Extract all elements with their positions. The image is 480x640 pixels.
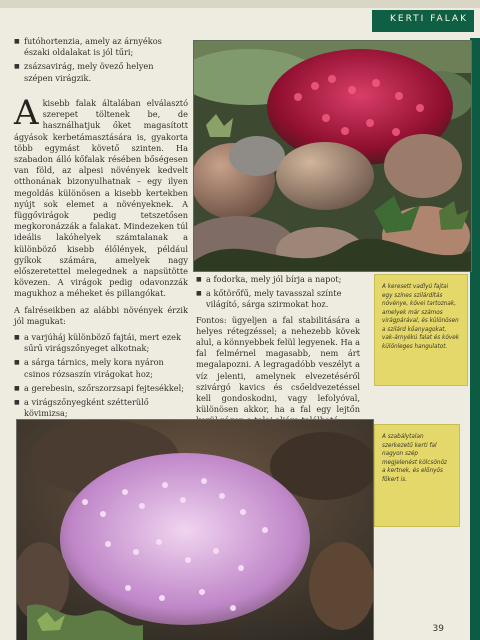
top-bullet-2: ■ zsázsavirág, mely övező helyen szépen virágzik. — [14, 61, 179, 83]
paragraph-2: A falréseikben az alábbi növények érzik jól magukat: — [14, 304, 188, 326]
top-bullet-1: ■ futóhortenzia, amely az árnyékos északi oldalakat is jól tűri; — [14, 36, 179, 58]
top-bullet-list — [14, 36, 179, 87]
right-paragraph: Fontos: ügyeljen a fal stabilitására a helyes rétegzéssel; a nehezebb kövek alul, a könnyebbek felül legyenek. Ha a fal felmérnel magasabb, nem árt megalapozni. A legragadóbb veszélyt a víz jelenti, amelynek elvezetéséről szivárgó kavics és csőeldvezetéssel kell gondoskodni, vagy lefolyóval, különösen akkor, ha a fal egy lejtőn — [196, 314, 360, 415]
paragraph-1 — [14, 93, 188, 300]
flower-wall-photo-image — [17, 420, 373, 640]
plant-list-item: ■ a sárga tárnics, mely kora nyáron csinos rózsaszín virágokat hoz; — [14, 357, 188, 379]
flower-wall-photo — [16, 419, 374, 640]
right-body-copy — [196, 274, 360, 427]
paragraph-1-text: kisebb falak általában elválasztó szerepet töltenek be, de használhatjuk őket magasított ágyások kerbetámasztására is, gyakorta több egymást követő szinten. Ha szabadon álló kőfalak résében bőségesen van föld, az alpesi növények kedvelt otthonának bizonyulhatnak – egy ilyen megoldás különösen a kisebb kertekben nyújt sok elemet a növényeknek. A függővirágok pedig tetszetősen megkoronázzák a falakat. Mindezeken túl ideális lakóhelyek számtalanak a különböző kisebb élőlények, például gyíkok számára, amelyek nagy előszeretettel melegednek a napsütötte kövezen. A virágok pedig odavonzzák magukhoz a méheket és pillangókat. — [14, 98, 188, 299]
plant-list-item: ■ a varjúháj különböző fajtái, mert ezek sűrű virágszőnyeget alkotnak; — [14, 332, 188, 354]
page-number: 39 — [432, 624, 444, 634]
plant-list — [14, 332, 188, 419]
left-body-copy — [14, 93, 188, 422]
bottom-photo-caption: A szabálytalan szerkezetű kerti fal nagyon szép megjelenést kölcsönöz a kertnek, és előnyös főkert is. — [374, 424, 460, 527]
section-title: KERTI FALAK — [390, 14, 468, 24]
drop-cap: A — [14, 93, 39, 133]
top-photo-caption: A keresett vadlyú fajtai egy színes szilárdítás növénye, kövei tartoznak, amelyek már számos virágpárával, és különösen a szilárd kőanyagokat, vak-árnyékú falat és kövek különleges hangulatot. — [374, 274, 468, 386]
top-rule — [0, 0, 480, 8]
rockery-photo — [193, 40, 472, 272]
right-bullet-1: ■ a fodorka, mely jól bírja a napot; — [196, 274, 360, 285]
plant-list-item: ■ a gerebesin, szőrszorzsapi fejtesékkel; — [14, 383, 188, 394]
plant-list-item: ■ a virágszőnyegként szétterülő kövimizsa; — [14, 397, 188, 419]
right-bullet-2: ■ a kőtörőfű, mely tavasszal színte világító, sárga szirmokat hoz. — [196, 288, 360, 310]
rockery-photo-image — [194, 41, 471, 271]
